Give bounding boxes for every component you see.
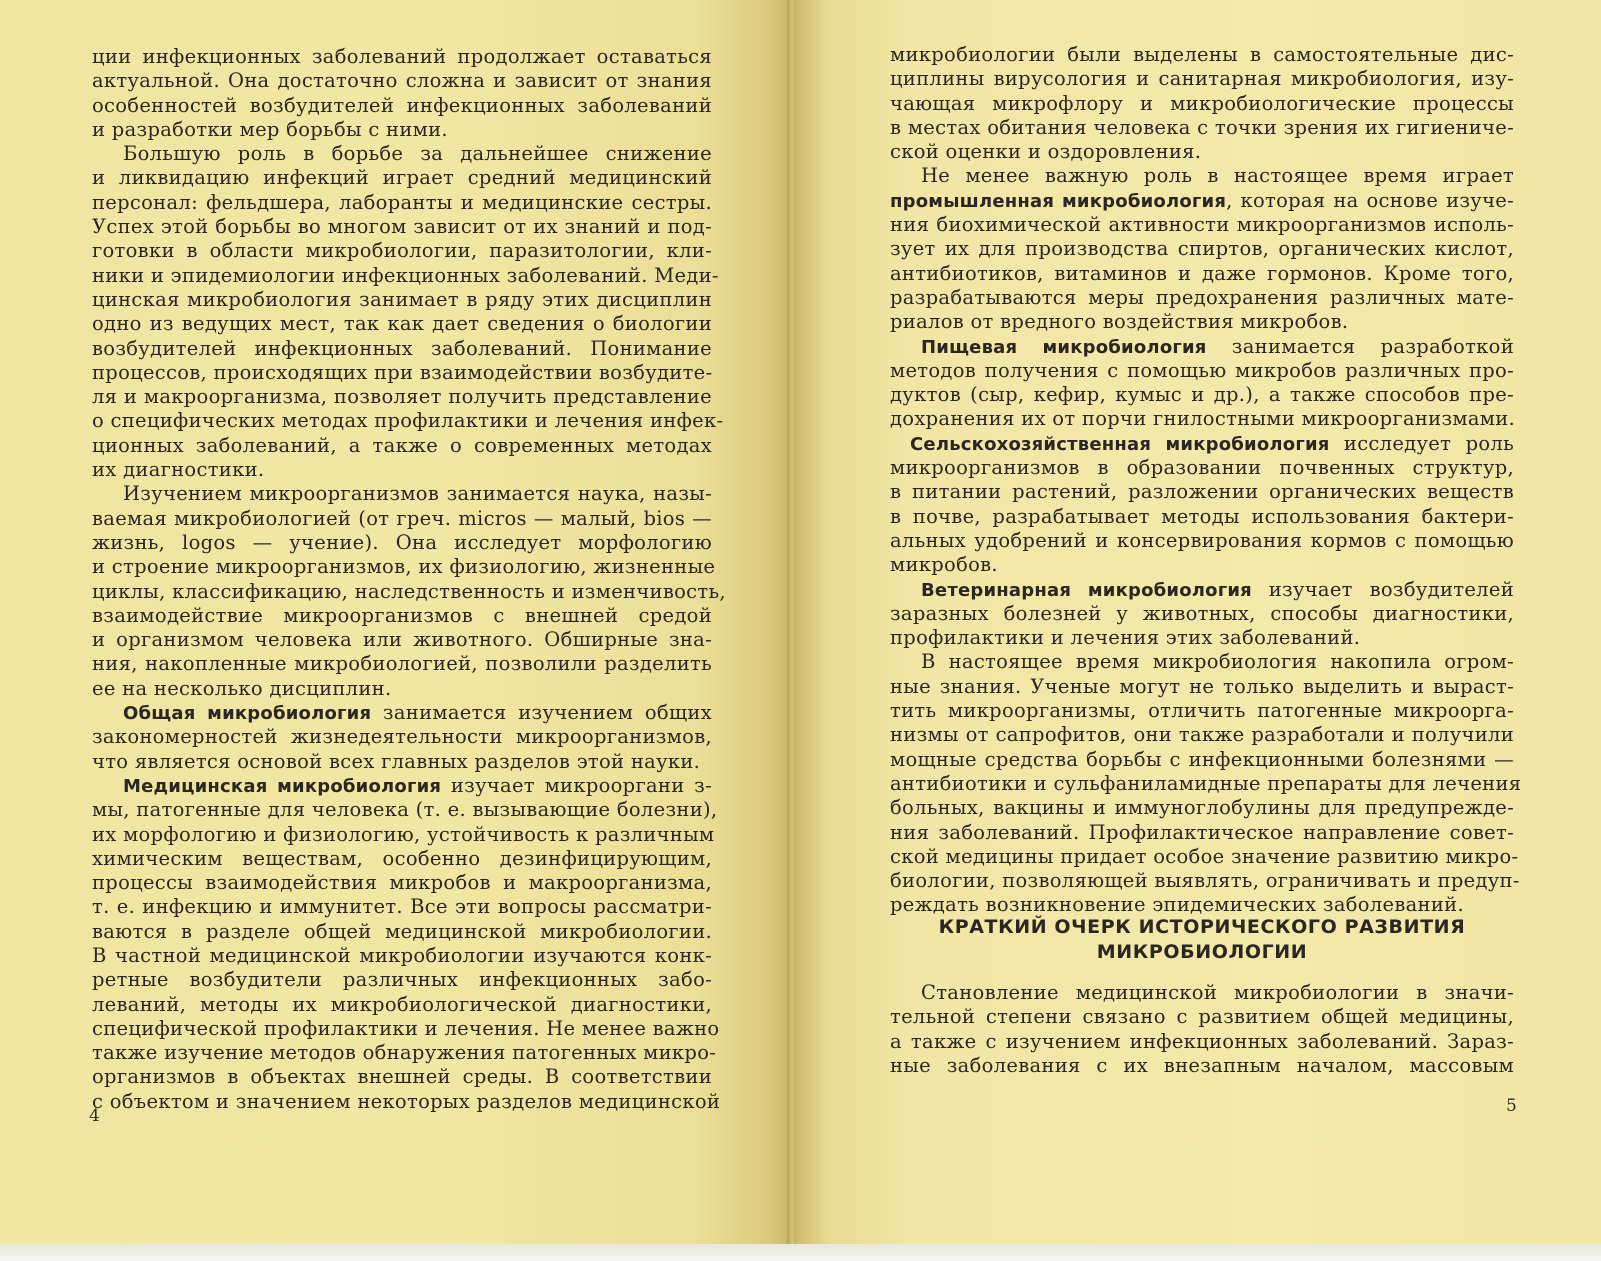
text-line: специфической профилактики и лечения. Не менее важно	[92, 1016, 720, 1040]
scan-bottom-edge	[0, 1244, 1601, 1261]
heading-line: КРАТКИЙ ОЧЕРК ИСТОРИЧЕСКОГО РАЗВИТИЯ	[938, 916, 1466, 938]
text-line: Изучением микроорганизмов занимается наука, назы-	[123, 482, 712, 506]
text-line: одно из ведущих мест, так как дает сведения о биологии	[92, 312, 712, 336]
text-line: их диагностики.	[92, 458, 265, 482]
left-page	[0, 0, 790, 1244]
text-line: и разработки мер борьбы с ними.	[92, 117, 448, 141]
page-number-left: 4	[89, 1106, 100, 1126]
text-line	[92, 701, 712, 725]
text-line: биологии, позволяющей выявлять, ограничивать и предуп-	[890, 869, 1520, 893]
text-line: микробов.	[890, 553, 998, 577]
term-agricultural-microbiology: Сельскохозяйственная микробиология	[910, 433, 1330, 455]
right-page-text	[890, 43, 1522, 918]
text-line: ные знания. Ученые могут не только выделить и выраст-	[890, 674, 1514, 698]
text-line: разрабатываются меры предохранения различных мате-	[890, 285, 1514, 309]
text-line: антибиотиков, витаминов и даже гормонов. Кроме того,	[890, 261, 1514, 285]
text-line	[890, 578, 1514, 602]
text-line: В частной медицинской микробиологии изучаются конк-	[92, 943, 712, 967]
text-fragment: , которая на основе изуче-	[1226, 188, 1514, 212]
text-line: процессы взаимодействия микробов и макроорганизма,	[92, 871, 712, 895]
text-line: возбудителей инфекционных заболеваний. Понимание	[92, 336, 712, 360]
text-line: микробиологии были выделены в самостоятельные дис-	[890, 43, 1514, 66]
text-line: ники и эпидемиологии инфекционных заболеваний. Меди-	[92, 263, 719, 287]
text-fragment: изучает микрооргани з-	[441, 773, 713, 797]
text-line: ретные возбудители различных инфекционных забо-	[92, 968, 712, 992]
text-line: персонал: фельдшера, лаборанты и медицинские сестры.	[92, 190, 712, 214]
text-line: циплины вирусология и санитарная микробиология, изу-	[890, 67, 1514, 91]
text-line: с объектом и значением некоторых разделов медицинской	[92, 1089, 721, 1113]
section-heading	[890, 915, 1514, 965]
text-line	[890, 335, 1514, 359]
text-line: и организмом человека или животного. Обширные зна-	[92, 628, 712, 652]
text-line: ния, накопленные микробиологией, позволили разделить	[92, 652, 712, 676]
text-line: риалов от вредного воздействия микробов.	[890, 310, 1349, 334]
text-line: микроорганизмов в образовании почвенных структур,	[890, 456, 1514, 480]
text-line: и строение микроорганизмов, их физиологию, жизненные	[92, 555, 716, 579]
text-line: реждать возникновение эпидемических заболеваний.	[890, 893, 1464, 917]
text-line: в местах обитания человека с точки зрения их гигиениче-	[890, 115, 1514, 139]
text-line: заразных болезней у животных, способы диагностики,	[890, 601, 1514, 625]
heading-line: МИКРОБИОЛОГИИ	[1096, 941, 1308, 963]
text-line: дохранения их от порчи гнилостными микроорганизмами.	[890, 407, 1516, 431]
term-food-microbiology: Пищевая микробиология	[921, 336, 1207, 358]
text-line: а также с изучением инфекционных заболеваний. Зараз-	[890, 1029, 1514, 1053]
page-number-right: 5	[1506, 1096, 1517, 1116]
text-line: в питании растений, разложении органических веществ	[890, 480, 1514, 504]
text-line: леваний, методы их микробиологической диагностики,	[92, 992, 712, 1016]
text-line	[92, 774, 712, 798]
text-line: циклы, классификацию, наследственность и изменчивость,	[92, 579, 726, 603]
text-line: ской оценки и оздоровления.	[890, 140, 1202, 164]
text-line: цинская микробиология занимает в ряду этих дисциплин	[92, 287, 712, 311]
text-line: ные заболевания с их внезапным началом, массовым	[890, 1053, 1514, 1077]
text-line: тить микроорганизмы, отличить патогенные микроорга-	[890, 699, 1514, 723]
text-line: методов получения с помощью микробов различных про-	[890, 358, 1514, 382]
text-line: тельной степени связано с развитием общей медицины,	[890, 1005, 1514, 1029]
text-line: в почве, разрабатывает методы использования бактери-	[890, 504, 1514, 528]
text-line: Большую роль в борьбе за дальнейшее снижение	[123, 142, 712, 166]
text-line: профилактики и лечения этих заболеваний.	[890, 626, 1361, 650]
text-line: актуальной. Она достаточно сложна и зависит от знания	[92, 69, 712, 93]
text-line: готовки в области микробиологии, паразитологии, кли-	[92, 239, 712, 263]
text-line: ее на несколько дисциплин.	[92, 676, 392, 700]
text-line: Успех этой борьбы во многом зависит от их знаний и под-	[92, 215, 712, 239]
text-line: ния биохимической активности микроорганизмов исполь-	[890, 213, 1514, 237]
term-veterinary-microbiology: Ветеринарная микробиология	[921, 579, 1252, 601]
text-line: больных, вакцины и иммуноглобулины для предупрежде-	[890, 796, 1514, 820]
left-page-text	[92, 45, 726, 1114]
text-line: альных удобрений и консервирования кормов с помощью	[890, 528, 1514, 552]
text-line: и ликвидацию инфекций играет средний медицинский	[92, 166, 712, 190]
term-industrial-microbiology: промышленная микробиология	[890, 190, 1227, 212]
text-line: ля и макроорганизма, позволяет получить представление	[92, 385, 712, 409]
text-line: организмов в объектах внешней среды. В соответствии	[92, 1065, 712, 1089]
text-line	[890, 189, 1514, 213]
text-line: зует их для производства спиртов, органических кислот,	[890, 237, 1514, 261]
text-line: о специфических методах профилактики и лечения инфек-	[92, 409, 724, 433]
text-line: т. е. инфекцию и иммунитет. Все эти вопросы рассматри-	[92, 895, 712, 919]
text-line: ваются в разделе общей медицинской микробиологии.	[92, 919, 712, 943]
text-line: низмы от сапрофитов, они также разработали и получили	[890, 723, 1514, 747]
text-line: ской медицины придает особое значение развитию микро-	[890, 844, 1519, 868]
text-line: ваемая микробиологией (от греч. micros — малый, bios —	[92, 506, 712, 530]
text-line: дуктов (сыр, кефир, кумыс и др.), а также способов пре-	[890, 383, 1514, 407]
text-fragment: занимается разработкой	[1206, 334, 1514, 358]
text-line: Не менее важную роль в настоящее время играет	[921, 164, 1514, 188]
text-line: антибиотики и сульфаниламидные препараты для лечения	[890, 771, 1522, 795]
text-line: особенностей возбудителей инфекционных заболеваний	[92, 93, 712, 117]
text-line: Становление медицинской микробиологии в значи-	[921, 981, 1514, 1004]
right-page-text-bottom	[890, 981, 1514, 1078]
text-line: их морфологию и физиологию, устойчивость к различным	[92, 822, 715, 846]
text-line: чающая микрофлору и микробиологические процессы	[890, 91, 1514, 115]
text-line: закономерностей жизнедеятельности микроорганизмов,	[92, 725, 712, 749]
term-general-microbiology: Общая микробиология	[123, 703, 372, 725]
text-line: что является основой всех главных разделов этой науки.	[92, 749, 701, 773]
text-line: ции инфекционных заболеваний продолжает оставаться	[92, 45, 712, 68]
text-fragment: изучает возбудителей	[1251, 577, 1514, 601]
text-line: жизнь, logos — учение). Она исследует морфологию	[92, 530, 712, 554]
text-line: ционных заболеваний, а также о современных методах	[92, 433, 712, 457]
text-line: взаимодействие микроорганизмов с внешней средой	[92, 603, 712, 627]
text-line: мощные средства борьбы с инфекционными болезнями —	[890, 747, 1514, 771]
text-line: процессов, происходящих при взаимодействии возбудите-	[92, 360, 713, 384]
text-fragment: занимается изучением общих	[371, 701, 712, 725]
text-line: химическим веществам, особенно дезинфицирующим,	[92, 846, 712, 870]
text-line: ния заболеваний. Профилактическое направление совет-	[890, 820, 1514, 844]
text-line: также изучение методов обнаружения патогенных микро-	[92, 1041, 717, 1065]
text-fragment: исследует роль	[1329, 431, 1514, 455]
text-line	[890, 432, 1514, 456]
text-line: мы, патогенные для человека (т. е. вызывающие болезни),	[92, 798, 718, 822]
term-medical-microbiology: Медицинская микробиология	[123, 775, 442, 797]
text-line: В настоящее время микробиология накопила огром-	[921, 650, 1514, 674]
